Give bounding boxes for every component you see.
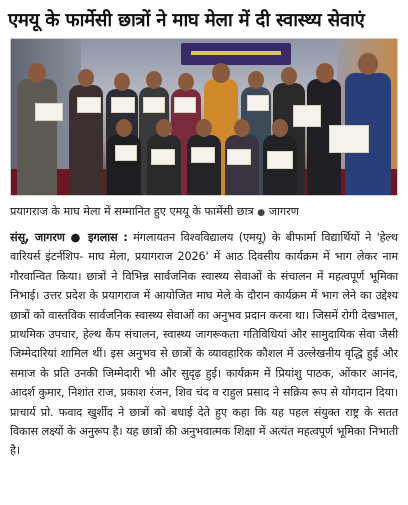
person-head [248, 71, 264, 89]
certificate [174, 97, 196, 113]
article-text: मंगलायतन विश्वविद्यालय (एमयू) के बीफार्मा विद्यार्थियों ने 'हेल्थ वारियर्स इंटर्नशिप- माघ मेला, प्रयागराज 2026' में आठ दिवसीय कार्यक्रम में भाग लेकर नाम गौरवान्वित किया। छात्रों ने विभिन्न सार्वजनिक स्वास्थ्य सेवाओं के संचालन में महत्वपूर्ण भूमिका निभाई। उत्तर प्रदेश के प्रयागराज में आयोजित माघ मेले के दौरान कार्यक्रम में भाग लेने का उद्देश्य छात्रों को वास्तविक सार्वजनिक स्वास्थ्य सेवाओं का अनुभव प्रदान करना था। जिसमें रोगी देखभाल, प्राथमिक उपचार, हेल्थ कैंप संचालन, स्वास्थ्य जागरूकता गतिविधियां और सामुदायिक सेवा जैसी जिम्मेदारियां शामिल थीं। इस अनुभव से छात्रों के व्यावहारिक कौशल में उल्लेखनीय वृद्धि हुई और समाज के प्रति उनकी जिम्मेदारी भी और सुदृढ़ हुई। कार्यक्रम में प्रियांशु पाठक, ओंकार आनंद, आदर्श कुमार, निशांत राज, प्रकाश रंजन, शिव चंद व राहुल प्रसाद ने सक्रिय रूप से योगदान दिया। प्राचार्य प्रो. फवाद खुर्शीद ने छात्रों को बधाई देते हुए कहा कि यह पहल संयुक्त राष्ट्र के सतत विकास लक्ष्यों के अनुरूप है। यह छात्रों की अनुभवात्मक शिक्षा में अत्यंत महत्वपूर्ण भूमिका निभाती है। [10, 231, 398, 458]
person-figure [147, 135, 181, 196]
caption-text: प्रयागराज के माघ मेला में सम्मानित हुए एमयू के फार्मेसी छात्र [10, 205, 254, 218]
certificate [77, 97, 101, 113]
person-figure [17, 79, 57, 196]
certificate [247, 95, 269, 111]
caption-source: जागरण [268, 205, 299, 218]
person-head [316, 63, 334, 83]
certificate [143, 97, 165, 113]
article-body [10, 228, 398, 500]
person-head [234, 119, 250, 137]
headline: एमयू के फार्मेसी छात्रों ने माघ मेला में दी स्वास्थ्य सेवाएं [8, 10, 365, 31]
certificate [35, 103, 63, 121]
person-head [28, 63, 46, 83]
certificate [227, 149, 251, 165]
certificate [151, 149, 175, 165]
person-head [116, 119, 132, 137]
person-head [178, 73, 194, 91]
certificate [267, 151, 293, 169]
person-head [146, 71, 162, 89]
person-head [78, 69, 94, 87]
photo-caption [10, 202, 398, 222]
person-head [281, 67, 297, 85]
certificate [191, 147, 215, 163]
group-photo [10, 38, 398, 196]
photo-banner [181, 43, 291, 65]
certificate [115, 145, 137, 161]
person-head [272, 119, 288, 137]
certificate [329, 125, 369, 153]
article-dateline: संसू, जागरण ● इगलास : [10, 231, 128, 244]
certificate [293, 105, 321, 127]
bullet-dot-icon: ● [257, 208, 266, 218]
person-head [196, 119, 212, 137]
person-figure [225, 135, 259, 196]
person-head [114, 73, 130, 91]
person-head [156, 119, 172, 137]
person-head [358, 53, 378, 75]
certificate [111, 97, 135, 113]
person-head [212, 63, 230, 83]
person-figure [187, 135, 221, 196]
